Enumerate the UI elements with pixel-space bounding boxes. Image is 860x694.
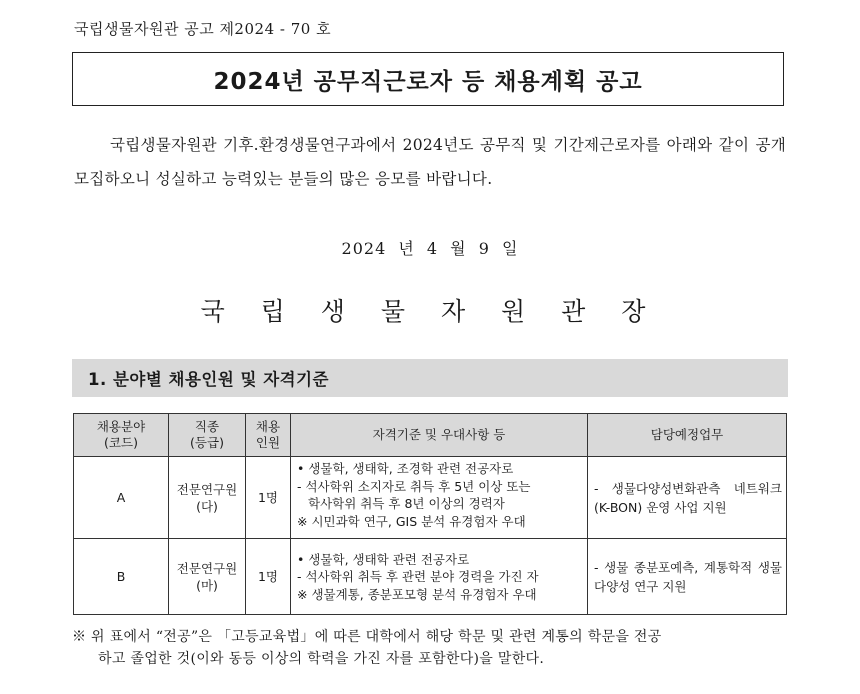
cell-grade bbox=[169, 539, 246, 615]
cell-grade-line2: (마) bbox=[196, 577, 218, 593]
cell-code: A bbox=[74, 457, 169, 539]
section-title: 1. 분야별 채용인원 및 자격기준 bbox=[88, 370, 329, 389]
organization-head: 국 립 생 물 자 원 관 장 bbox=[200, 297, 660, 326]
qualification-line: • 생물학, 생태학, 조경학 관련 전공자로 bbox=[297, 461, 514, 476]
header-count bbox=[246, 414, 291, 457]
cell-grade bbox=[169, 457, 246, 539]
duty-text: - 생물다양성변화관측 네트워크 (K-BON) 운영 사업 지원 bbox=[594, 480, 782, 515]
qualification-line: ※ 시민과학 연구, GIS 분석 유경험자 우대 bbox=[297, 513, 526, 529]
qualification-line: ※ 생물계통, 종분포모형 분석 유경험자 우대 bbox=[297, 586, 537, 602]
header-grade-line1: 직종 bbox=[194, 419, 220, 434]
cell-grade-line1: 전문연구원 bbox=[176, 481, 238, 497]
section-header bbox=[72, 359, 788, 397]
cell-count: 1명 bbox=[246, 539, 291, 615]
table-row bbox=[74, 539, 787, 615]
header-field-line2: (코드) bbox=[104, 435, 138, 450]
cell-count: 1명 bbox=[246, 457, 291, 539]
footnote-line2: 하고 졸업한 것(이와 동등 이상의 학력을 가진 자를 포함한다)을 말한다. bbox=[98, 651, 545, 667]
footnote-line1: ※ 위 표에서 “전공”은 「고등교육법」에 따른 대학에서 해당 학문 및 관련 계통의 학문을 전공 bbox=[72, 629, 662, 645]
header-field-line1: 채용분야 bbox=[96, 419, 146, 434]
header-duties: 담당예정업무 bbox=[588, 414, 787, 457]
qualification-line: 학사학위 취득 후 8년 이상의 경력자 bbox=[308, 496, 505, 511]
title-box bbox=[72, 52, 784, 106]
cell-qualifications bbox=[291, 457, 588, 539]
cell-code: B bbox=[74, 539, 169, 615]
qualification-line: - 석사학위 소지자로 취득 후 5년 이상 또는 bbox=[297, 478, 531, 494]
recruitment-table bbox=[73, 413, 787, 615]
footnote bbox=[72, 626, 786, 670]
cell-duty bbox=[588, 539, 787, 615]
header-count-line1: 채용 bbox=[255, 419, 281, 434]
intro-paragraph: 국립생물자원관 기후.환경생물연구과에서 2024년도 공무직 및 기간제근로자를 아래와 같이 공개모집하오니 성실하고 능력있는 분들의 많은 응모를 바랍니다. bbox=[74, 136, 786, 188]
cell-grade-line2: (다) bbox=[196, 498, 218, 514]
cell-qualifications bbox=[291, 539, 588, 615]
cell-duty bbox=[588, 457, 787, 539]
header-grade bbox=[169, 414, 246, 457]
notice-date: 2024 년 4 월 9 일 bbox=[341, 239, 519, 258]
qualification-line: - 석사학위 취득 후 관련 분야 경력을 가진 자 bbox=[297, 569, 539, 585]
cell-grade-line1: 전문연구원 bbox=[176, 560, 238, 576]
table-header-row bbox=[74, 414, 787, 457]
header-count-line2: 인원 bbox=[255, 435, 281, 450]
qualification-line: • 생물학, 생태학 관련 전공자로 bbox=[297, 551, 470, 567]
notice-number: 국립생물자원관 공고 제2024 - 70 호 bbox=[74, 20, 332, 38]
header-qualifications: 자격기준 및 우대사항 등 bbox=[291, 414, 588, 457]
duty-text: - 생물 종분포예측, 계통학적 생물다양성 연구 지원 bbox=[594, 559, 782, 594]
table-row bbox=[74, 457, 787, 539]
header-grade-line2: (등급) bbox=[190, 435, 224, 450]
header-field bbox=[74, 414, 169, 457]
page-title: 2024년 공무직근로자 등 채용계획 공고 bbox=[213, 68, 643, 95]
